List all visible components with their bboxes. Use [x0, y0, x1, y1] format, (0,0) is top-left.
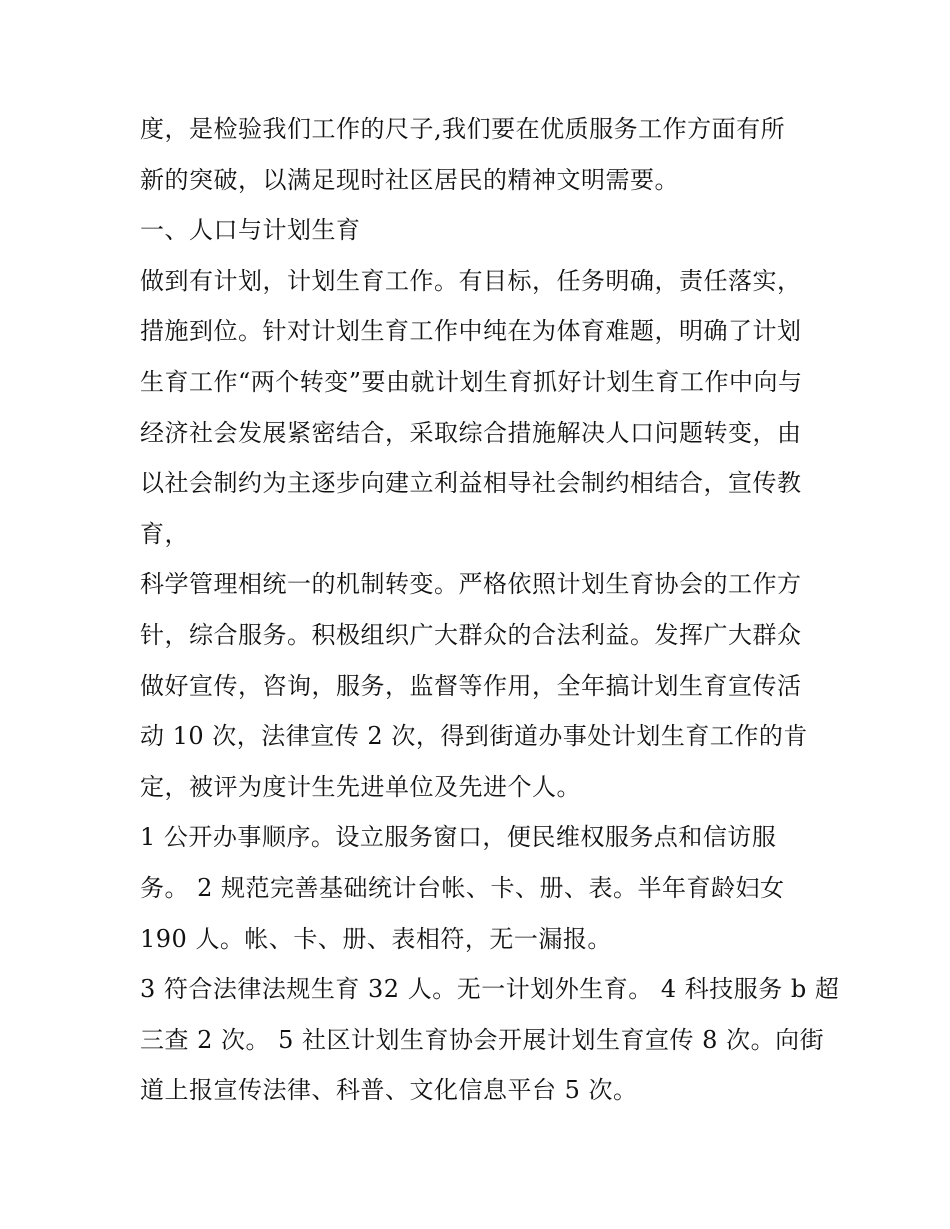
text-line: 务。 2 规范完善基础统计台帐、卡、册、表。半年育龄妇女	[140, 873, 785, 902]
text-line: 经济社会发展紧密结合，采取综合措施解决人口问题转变，由	[140, 418, 802, 447]
text-line: 做好宣传，咨询，服务，监督等作用，全年搞计划生育宣传活	[140, 671, 802, 700]
text-line: 做到有计划，计划生育工作。有目标，任务明确，责任落实，	[140, 266, 802, 295]
text-line: 190 人。帐、卡、册、表相符，无一漏报。	[140, 924, 612, 953]
section-heading: 一、人口与计划生育	[140, 216, 361, 245]
text-line: 3 符合法律法规生育 32 人。无一计划外生育。 4 科技服务 b 超	[140, 975, 840, 1004]
text-line: 三查 2 次。 5 社区计划生育协会开展计划生育宣传 8 次。向街	[140, 1025, 825, 1054]
text-line: 新的突破，以满足现时社区居民的精神文明需要。	[140, 165, 679, 194]
text-line: 以社会制约为主逐步向建立利益相导社会制约相结合，宣传教	[140, 469, 802, 498]
text-line: 措施到位。针对计划生育工作中纯在为体育难题，明确了计划	[140, 317, 802, 346]
text-line: 度，是检验我们工作的尺子,我们要在优质服务工作方面有所	[140, 115, 786, 143]
document-body	[140, 104, 840, 1116]
text-line: 生育工作“两个转变”要由就计划生育抓好计划生育工作中向与	[140, 367, 803, 396]
text-line: 动 10 次，法律宣传 2 次，得到街道办事处计划生育工作的肯	[140, 722, 808, 751]
text-line: 针，综合服务。积极组织广大群众的合法利益。发挥广大群众	[140, 620, 802, 649]
text-line: 1 公开办事顺序。设立服务窗口，便民维权服务点和信访服	[140, 823, 777, 852]
text-line: 定，被评为度计生先进单位及先进个人。	[140, 772, 581, 801]
text-line: 育，	[140, 519, 189, 548]
text-line: 科学管理相统一的机制转变。严格依照计划生育协会的工作方	[140, 570, 802, 599]
text-line: 道上报宣传法律、科普、文化信息平台 5 次。	[140, 1076, 638, 1105]
